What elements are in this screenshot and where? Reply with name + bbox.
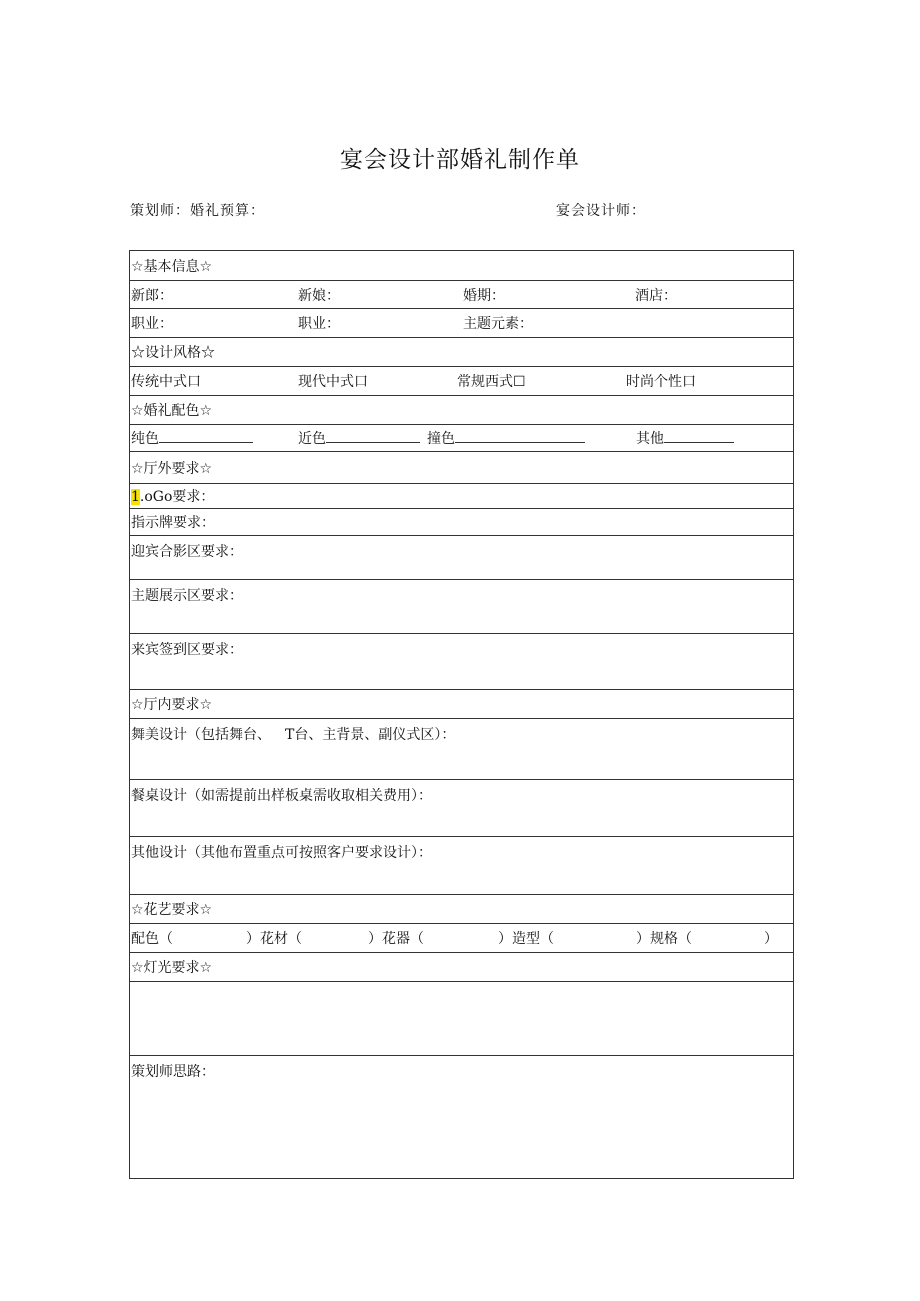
floral-color-label[interactable]: 配色（: [131, 931, 173, 947]
design-style-header: [130, 338, 793, 367]
color-near-label: 近色: [298, 431, 326, 447]
groom-field[interactable]: 新郎：: [131, 287, 173, 304]
color-near-field[interactable]: [298, 428, 420, 448]
wedding-date-field[interactable]: 婚期：: [463, 287, 505, 304]
bride-occupation-field[interactable]: 职业：: [298, 316, 340, 332]
lighting-content-area[interactable]: [130, 982, 793, 1056]
planner-ideas-label: 策划师思路：: [131, 1064, 215, 1080]
floral-options-row: [130, 924, 793, 953]
signage-requirement-label: 指示牌要求：: [131, 515, 215, 531]
color-solid-label: 纯色: [131, 431, 159, 447]
table-design-row[interactable]: [130, 780, 793, 837]
floral-spec-label[interactable]: ）规格（: [636, 931, 692, 947]
guest-signin-requirement-label: 来宾签到区要求：: [131, 642, 243, 658]
welcome-photo-requirement-row[interactable]: [130, 536, 793, 580]
color-other-label: 其他: [636, 431, 664, 447]
hotel-field[interactable]: 酒店：: [635, 287, 677, 304]
logo-requirement-row[interactable]: [130, 484, 793, 509]
table-design-label: 餐桌设计（如需提前出样板桌需收取相关费用）：: [131, 788, 432, 804]
section-title: ☆厅内要求☆: [131, 697, 213, 713]
planner-budget-label: 策划师：婚礼预算：: [130, 203, 265, 219]
floral-close-paren: ）: [764, 931, 778, 947]
stage-design-text-a: 舞美设计（包括舞台、: [131, 727, 271, 743]
page-title: 宴会设计部婚礼制作单: [340, 147, 580, 173]
basic-info-row-2: [130, 309, 793, 338]
other-design-row[interactable]: [130, 837, 793, 895]
section-title: ☆设计风格☆: [131, 345, 215, 361]
guest-signin-requirement-row[interactable]: [130, 634, 793, 690]
design-style-options: [130, 367, 793, 396]
color-solid-field[interactable]: [131, 428, 253, 448]
section-title: ☆花艺要求☆: [131, 902, 213, 918]
bride-field[interactable]: 新娘：: [298, 287, 340, 304]
stage-design-label: [131, 724, 455, 744]
section-title: ☆婚礼配色☆: [131, 403, 213, 419]
color-near-blank[interactable]: [326, 430, 420, 443]
floral-shape-label[interactable]: ）造型（: [498, 931, 554, 947]
planner-ideas-row[interactable]: [130, 1056, 793, 1178]
logo-requirement-label: [131, 486, 214, 506]
groom-occupation-field[interactable]: 职业：: [131, 316, 173, 332]
wedding-form: [129, 250, 794, 1179]
color-other-field[interactable]: [636, 428, 734, 448]
color-contrast-field[interactable]: [427, 428, 585, 448]
color-contrast-label: 撞色: [427, 431, 455, 447]
basic-info-row-1: [130, 281, 793, 309]
section-title: ☆厅外要求☆: [131, 460, 213, 477]
section-title: ☆基本信息☆: [131, 258, 213, 275]
inside-hall-header: [130, 690, 793, 719]
style-modern-chinese-checkbox[interactable]: 现代中式口: [298, 374, 368, 390]
stage-design-text-b: T台、主背景、副仪式区）：: [285, 727, 456, 743]
color-contrast-blank[interactable]: [455, 430, 585, 443]
lighting-header: [130, 953, 793, 982]
signage-requirement-row[interactable]: [130, 509, 793, 536]
wedding-color-header: [130, 396, 793, 425]
floral-material-label[interactable]: ）花材（: [246, 931, 302, 947]
color-solid-blank[interactable]: [159, 430, 253, 443]
welcome-photo-requirement-label: 迎宾合影区要求：: [131, 544, 243, 560]
basic-info-header: [130, 251, 793, 281]
style-western-checkbox[interactable]: 常规西式☐: [457, 374, 526, 390]
banquet-designer-label: 宴会设计师：: [556, 203, 646, 219]
theme-display-requirement-label: 主题展示区要求：: [131, 588, 243, 604]
stage-design-row[interactable]: [130, 719, 793, 780]
floral-vase-label[interactable]: ）花器（: [368, 931, 424, 947]
theme-element-field[interactable]: 主题元素：: [463, 316, 533, 332]
wedding-color-options: [130, 425, 793, 452]
section-title: ☆灯光要求☆: [131, 960, 213, 976]
other-design-label: 其他设计（其他布置重点可按照客户要求设计）：: [131, 845, 432, 861]
outside-hall-header: [130, 452, 793, 484]
theme-display-requirement-row[interactable]: [130, 580, 793, 634]
style-traditional-chinese-checkbox[interactable]: 传统中式口: [131, 374, 201, 390]
floral-header: [130, 895, 793, 924]
logo-number-highlight: 1: [131, 489, 140, 505]
color-other-blank[interactable]: [664, 430, 734, 443]
style-fashion-checkbox[interactable]: 时尚个性口: [626, 374, 696, 390]
logo-requirement-text: .oGo要求：: [139, 489, 215, 505]
